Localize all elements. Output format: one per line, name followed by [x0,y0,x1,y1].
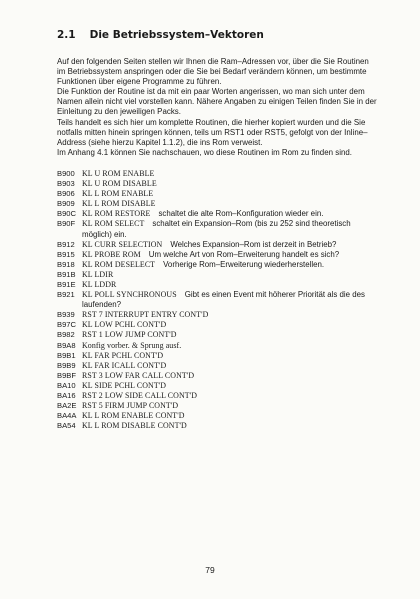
page-number: 79 [205,565,215,575]
routine-row [57,421,379,431]
routine-address: B91E [57,279,76,289]
routine-name: RST 7 INTERRUPT ENTRY CONT'D [82,310,209,320]
routine-entry [82,341,379,351]
routine-name: KL U ROM ENABLE [82,168,155,178]
routine-row [57,391,379,401]
routine-address: BA4A [57,411,77,421]
routine-name: KL CURR SELECTION [82,239,163,249]
routine-name: RST 2 LOW SIDE CALL CONT'D [82,391,198,400]
routine-description: Welches Expansion–Rom ist derzeit in Betrieb? [170,239,337,249]
routine-row [57,361,379,371]
paragraph: Im Anhang 4.1 können Sie nachschauen, wo diese Routinen im Rom zu finden sind. [57,147,353,157]
page-content [57,28,379,431]
routine-entry [82,240,379,250]
routine-name: KL SIDE PCHL CONT'D [82,380,167,390]
routine-entry [82,351,379,361]
routine-row [57,209,379,219]
routine-name: KL L ROM ENABLE CONT'D [82,411,185,421]
routine-address: B903 [57,179,75,189]
routine-address: BA16 [57,391,76,400]
section-title: Die Betriebssystem–Vektoren [89,29,264,41]
routine-address: B90F [57,219,76,229]
routine-name: KL U ROM DISABLE [82,179,157,189]
routine-entry [82,250,379,260]
section-heading [57,28,379,42]
routine-row [57,330,379,340]
routine-name: RST 1 LOW JUMP CONT'D [82,330,177,340]
routine-list [57,169,379,431]
routine-entry [82,391,379,401]
routine-address: B921 [57,290,75,300]
routine-address: B915 [57,249,75,259]
routine-entry [82,270,379,280]
routine-address: B900 [57,168,75,178]
routine-row [57,219,379,239]
routine-name: KL ROM RESTORE [82,209,151,219]
routine-row [57,411,379,421]
paragraph: Teils handelt es sich hier um komplette Routinen, die hierher kopiert wurden und die Sie notfalls mitten hinein springen können, teils um RST1 oder RST5, gefolgt von der Inline–Address (siehe hierzu Kapitel 1.1.2), die ins Rom verweist. [57,117,368,147]
routine-address: BA2E [57,401,77,411]
routine-name: KL L ROM DISABLE [82,199,156,209]
routine-description: Um welche Art von Rom–Erweiterung handelt es sich? [148,249,340,259]
routine-entry [82,260,379,270]
routine-address: B912 [57,239,75,249]
routine-row [57,341,379,351]
routine-name: KL L ROM DISABLE CONT'D [82,421,187,431]
routine-name: Konfig vorber. & Sprung ausf. [82,340,182,350]
routine-name: RST 3 LOW FAR CALL CONT'D [82,370,195,380]
routine-row [57,351,379,361]
routine-entry [82,199,379,209]
routine-name: KL PROBE ROM [82,249,141,259]
routine-entry [82,371,379,381]
routine-address: B91B [57,269,76,279]
routine-row [57,240,379,250]
routine-entry [82,320,379,330]
routine-row [57,179,379,189]
routine-address: B97C [57,320,76,330]
routine-entry [82,411,379,421]
routine-entry [82,179,379,189]
routine-row [57,189,379,199]
paragraph: Auf den folgenden Seiten stellen wir Ihnen die Ram–Adressen vor, über die Sie Routinen im Betriebssystem anspringen oder die Sie bei Bedarf verändern können, um bestimmte Funktionen über eigene Programme zu führen. [57,57,369,87]
routine-address: B9A8 [57,340,76,350]
routine-entry [82,310,379,320]
routine-entry [82,361,379,371]
routine-description: schaltet die alte Rom–Konfiguration wieder ein. [158,209,324,219]
routine-name: KL FAR PCHL CONT'D [82,350,164,360]
routine-name: KL POLL SYNCHRONOUS [82,290,177,300]
routine-entry [82,401,379,411]
routine-address: B9B9 [57,360,76,370]
routine-name: KL ROM DESELECT [82,259,156,269]
routine-description: Gibt es einen Event mit höherer Priorität als die des laufenden? [82,290,365,310]
routine-row [57,199,379,209]
paragraph: Die Funktion der Routine ist da mit ein paar Worten angerissen, wo man sich unter dem Namen allein nicht viel vorstellen kann. Nähere Angaben zu einigen Teilen finden Sie in der Einleitung zu den jeweiligen Packs. [57,87,377,117]
routine-address: B9B1 [57,350,76,360]
routine-row [57,260,379,270]
routine-row [57,250,379,260]
routine-description: Vorherige Rom–Erweiterung wiederherstellen. [163,259,325,269]
routine-name: KL LDDR [82,279,117,289]
routine-address: B90C [57,209,76,219]
routine-row [57,270,379,280]
routine-entry [82,280,379,290]
routine-address: B906 [57,189,75,199]
routine-address: B982 [57,330,75,340]
routine-row [57,290,379,310]
routine-row [57,169,379,179]
routine-name: KL LOW PCHL CONT'D [82,320,167,330]
routine-name: KL ROM SELECT [82,219,145,229]
routine-name: KL FAR ICALL CONT'D [82,360,167,370]
routine-row [57,371,379,381]
routine-address: B939 [57,310,75,320]
routine-entry [82,209,379,219]
routine-entry [82,169,379,179]
routine-description: schaltet ein Expansion–Rom (bis zu 252 sind theoretisch möglich) ein. [82,219,351,239]
routine-address: BA54 [57,421,76,431]
routine-row [57,381,379,391]
routine-entry [82,189,379,199]
routine-address: B9BF [57,370,76,380]
routine-address: B909 [57,199,75,209]
routine-entry [82,219,379,239]
section-number: 2.1 [57,29,76,41]
routine-name: RST 5 FIRM JUMP CONT'D [82,401,179,411]
routine-entry [82,381,379,391]
routine-row [57,401,379,411]
routine-address: B918 [57,259,75,269]
routine-name: KL LDIR [82,269,114,279]
routine-row [57,320,379,330]
routine-address: BA10 [57,380,76,390]
routine-entry [82,421,379,431]
routine-name: KL L ROM ENABLE [82,189,154,199]
routine-entry [82,330,379,340]
routine-row [57,310,379,320]
intro-text [57,57,379,158]
routine-row [57,280,379,290]
routine-entry [82,290,379,310]
